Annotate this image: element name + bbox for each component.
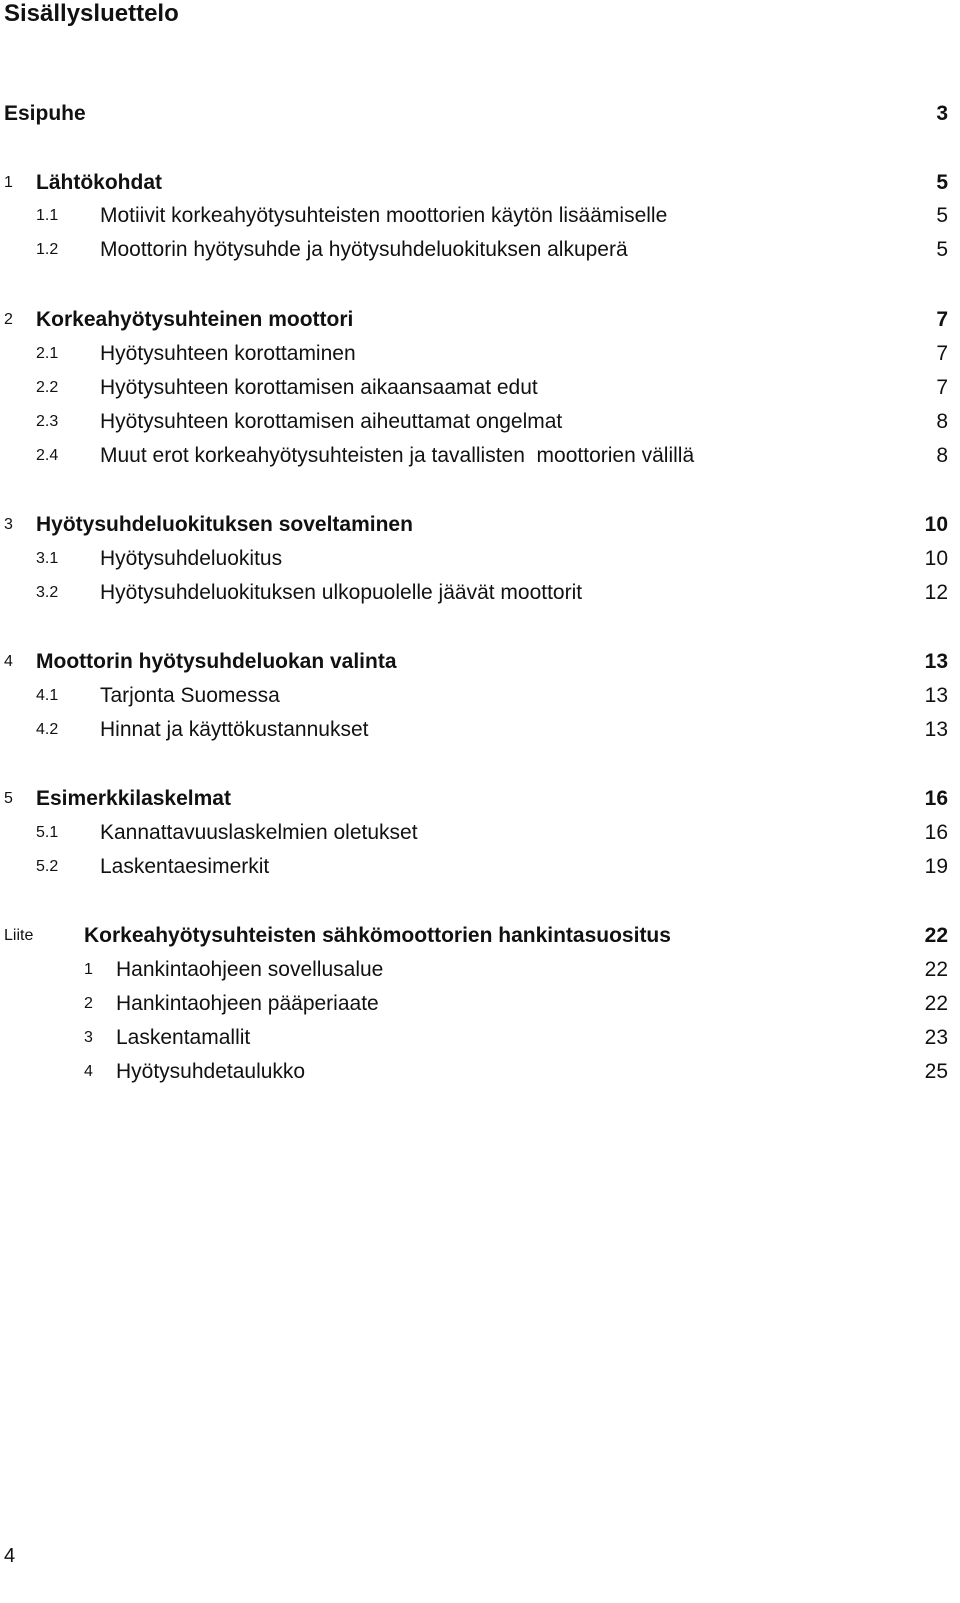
toc-appendix-item-3[interactable] — [0, 1024, 948, 1052]
toc-appendix-item-4[interactable] — [0, 1058, 948, 1086]
toc-appendix-item-1[interactable] — [0, 956, 948, 984]
toc-item-number: 2.1 — [36, 345, 59, 362]
toc-section-1[interactable] — [0, 169, 948, 197]
toc-section-4[interactable] — [0, 648, 948, 676]
toc-item-title: Hankintaohjeen sovellusalue — [116, 958, 384, 981]
toc-item-title: Laskentamallit — [116, 1026, 251, 1049]
toc-page-number: 12 — [924, 581, 948, 604]
toc-page-number: 8 — [936, 410, 948, 433]
toc-item-number: 5.2 — [36, 858, 59, 875]
toc-item-number: 2 — [84, 995, 93, 1012]
toc-item-3-2[interactable] — [0, 579, 948, 607]
toc-page-number: 7 — [936, 308, 948, 331]
page-number: 4 — [4, 1545, 16, 1567]
toc-page-number: 5 — [936, 204, 948, 227]
toc-page-number: 16 — [924, 821, 948, 844]
toc-section-number: 2 — [4, 311, 13, 328]
toc-item-title: Laskentaesimerkit — [100, 855, 270, 878]
toc-item-number: 1.1 — [36, 207, 59, 224]
toc-item-title: Kannattavuuslaskelmien oletukset — [100, 821, 418, 844]
toc-item-number: 2.4 — [36, 447, 59, 464]
toc-item-title: Hyötysuhdeluokituksen ulkopuolelle jäävät moottorit — [100, 581, 583, 604]
toc-item-title: Hyötysuhteen korottaminen — [100, 342, 356, 365]
toc-item-number: 3.1 — [36, 550, 59, 567]
toc-page-number: 13 — [924, 650, 948, 673]
toc-appendix-label: Liite — [4, 927, 34, 944]
toc-item-5-1[interactable] — [0, 819, 948, 847]
toc-item-title: Moottorin hyötysuhde ja hyötysuhdeluokituksen alkuperä — [100, 238, 628, 261]
toc-appendix-item-2[interactable] — [0, 990, 948, 1018]
toc-section-5[interactable] — [0, 785, 948, 813]
toc-item-title: Hyötysuhteen korottamisen aiheuttamat ongelmat — [100, 410, 563, 433]
page-title: Sisällysluettelo — [4, 0, 179, 27]
toc-item-title: Tarjonta Suomessa — [100, 684, 280, 707]
toc-item-title: Hyötysuhdeluokitus — [100, 547, 283, 570]
toc-page-number: 3 — [936, 102, 948, 125]
toc-item-2-2[interactable] — [0, 374, 948, 402]
toc-page-number: 7 — [936, 376, 948, 399]
toc-page-number: 13 — [924, 684, 948, 707]
toc-page-number: 23 — [924, 1026, 948, 1049]
toc-section-number: 1 — [4, 174, 13, 191]
toc-item-1-2[interactable] — [0, 236, 948, 264]
toc-preface-label: Esipuhe — [4, 102, 86, 125]
toc-section-number: 3 — [4, 516, 13, 533]
toc-item-2-3[interactable] — [0, 408, 948, 436]
toc-page-number: 10 — [924, 547, 948, 570]
toc-item-2-1[interactable] — [0, 340, 948, 368]
toc-page-number: 5 — [936, 171, 948, 194]
toc-section-number: 4 — [4, 653, 13, 670]
toc-item-number: 1 — [84, 961, 93, 978]
toc-page-number: 19 — [924, 855, 948, 878]
toc-page-number: 13 — [924, 718, 948, 741]
toc-item-number: 4 — [84, 1063, 93, 1080]
toc-item-number: 3 — [84, 1029, 93, 1046]
toc-page-number: 10 — [924, 513, 948, 536]
toc-item-title: Muut erot korkeahyötysuhteisten ja tavallisten moottorien välillä — [100, 444, 695, 467]
toc-item-title: Motiivit korkeahyötysuhteisten moottorien käytön lisäämiselle — [100, 204, 668, 227]
toc-page-number: 5 — [936, 238, 948, 261]
toc-item-number: 3.2 — [36, 584, 59, 601]
toc-item-1-1[interactable] — [0, 202, 948, 230]
toc-section-title: Lähtökohdat — [36, 171, 162, 194]
toc-item-4-2[interactable] — [0, 716, 948, 744]
toc-page-number: 16 — [924, 787, 948, 810]
toc-item-title: Hinnat ja käyttökustannukset — [100, 718, 369, 741]
toc-page-number: 22 — [924, 924, 948, 947]
toc-section-title: Esimerkkilaskelmat — [36, 787, 231, 810]
toc-item-2-4[interactable] — [0, 442, 948, 470]
toc-item-number: 1.2 — [36, 241, 59, 258]
toc-item-title: Hyötysuhdetaulukko — [116, 1060, 306, 1083]
toc-appendix-title: Korkeahyötysuhteisten sähkömoottorien hankintasuositus — [84, 924, 671, 947]
toc-item-title: Hankintaohjeen pääperiaate — [116, 992, 379, 1015]
toc-page-number: 25 — [924, 1060, 948, 1083]
toc-section-2[interactable] — [0, 306, 948, 334]
toc-section-title: Moottorin hyötysuhdeluokan valinta — [36, 650, 397, 673]
toc-appendix[interactable] — [0, 922, 948, 950]
toc-item-number: 2.2 — [36, 379, 59, 396]
toc-section-title: Hyötysuhdeluokituksen soveltaminen — [36, 513, 413, 536]
toc-page-number: 22 — [924, 992, 948, 1015]
toc-preface[interactable] — [0, 100, 948, 128]
toc-page-number: 7 — [936, 342, 948, 365]
toc-page-number: 22 — [924, 958, 948, 981]
toc-item-number: 4.1 — [36, 687, 59, 704]
toc-item-3-1[interactable] — [0, 545, 948, 573]
toc-section-number: 5 — [4, 790, 13, 807]
toc-page-number: 8 — [936, 444, 948, 467]
toc-section-3[interactable] — [0, 511, 948, 539]
toc-item-title: Hyötysuhteen korottamisen aikaansaamat edut — [100, 376, 538, 399]
toc-item-number: 4.2 — [36, 721, 59, 738]
toc-item-number: 5.1 — [36, 824, 59, 841]
toc-item-4-1[interactable] — [0, 682, 948, 710]
toc-section-title: Korkeahyötysuhteinen moottori — [36, 308, 354, 331]
toc-item-5-2[interactable] — [0, 853, 948, 881]
toc-item-number: 2.3 — [36, 413, 59, 430]
